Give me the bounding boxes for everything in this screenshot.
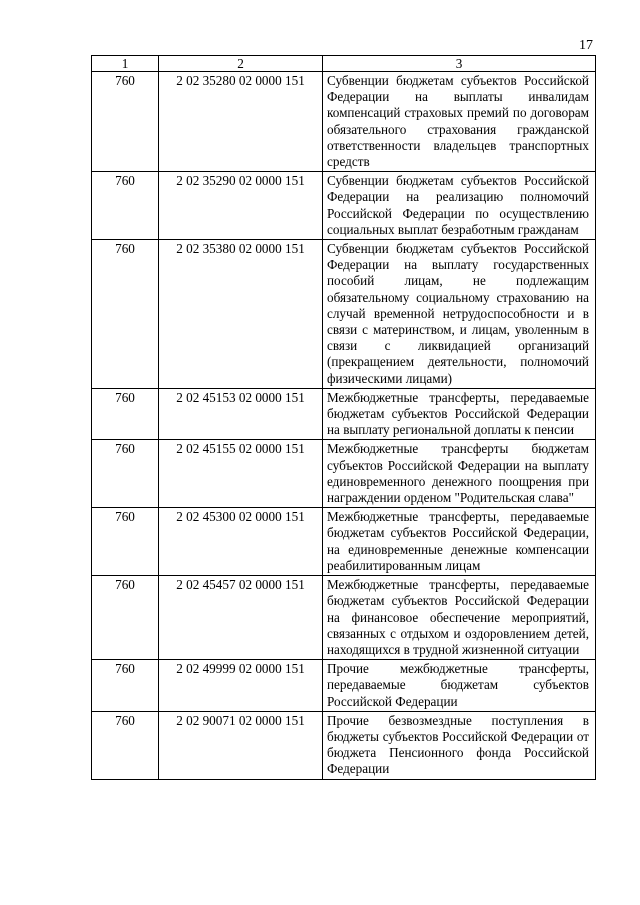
description-cell: Субвенции бюджетам субъектов Российской Федерации на выплату государственных пособий лицам, не подлежащим обязательному социальному страхованию на случай временной нетрудоспособности и в связи с материнством, и лицам, уволенным в связи с ликвидацией организаций (прекращением деятельности, полномочий физическими лицами) <box>323 240 596 389</box>
budget-code-cell: 2 02 45155 02 0000 151 <box>159 440 323 508</box>
table-row <box>92 172 596 240</box>
admin-code-cell: 760 <box>92 240 159 389</box>
admin-code-cell: 760 <box>92 440 159 508</box>
admin-code-cell: 760 <box>92 388 159 440</box>
admin-code-cell: 760 <box>92 576 159 660</box>
budget-code-cell: 2 02 49999 02 0000 151 <box>159 660 323 712</box>
table-row <box>92 240 596 389</box>
description-cell: Межбюджетные трансферты, передаваемые бюджетам субъектов Российской Федерации на финансовое обеспечение мероприятий, связанных с отдыхом и оздоровлением детей, находящихся в трудной жизненной ситуации <box>323 576 596 660</box>
admin-code-cell: 760 <box>92 508 159 576</box>
budget-code-cell: 2 02 35380 02 0000 151 <box>159 240 323 389</box>
table-row <box>92 508 596 576</box>
description-cell: Прочие межбюджетные трансферты, передаваемые бюджетам субъектов Российской Федерации <box>323 660 596 712</box>
column-header-1: 1 <box>92 56 159 72</box>
budget-code-cell: 2 02 45457 02 0000 151 <box>159 576 323 660</box>
table-row <box>92 388 596 440</box>
description-cell: Межбюджетные трансферты бюджетам субъектов Российской Федерации на выплату единовременного денежного поощрения при награждении орденом "Родительская слава" <box>323 440 596 508</box>
table-row <box>92 440 596 508</box>
table-row <box>92 711 596 779</box>
page-number: 17 <box>579 38 593 53</box>
budget-code-cell: 2 02 35280 02 0000 151 <box>159 72 323 172</box>
description-cell: Прочие безвозмездные поступления в бюджеты субъектов Российской Федерации от бюджета Пенсионного фонда Российской Федерации <box>323 711 596 779</box>
table-row <box>92 72 596 172</box>
description-cell: Межбюджетные трансферты, передаваемые бюджетам субъектов Российской Федерации, на единовременные денежные компенсации реабилитированным лицам <box>323 508 596 576</box>
description-cell: Межбюджетные трансферты, передаваемые бюджетам субъектов Российской Федерации на выплату региональной доплаты к пенсии <box>323 388 596 440</box>
table-row <box>92 660 596 712</box>
table-header-row <box>92 56 596 72</box>
budget-codes-table <box>91 55 596 780</box>
admin-code-cell: 760 <box>92 711 159 779</box>
admin-code-cell: 760 <box>92 172 159 240</box>
column-header-2: 2 <box>159 56 323 72</box>
budget-code-cell: 2 02 90071 02 0000 151 <box>159 711 323 779</box>
admin-code-cell: 760 <box>92 72 159 172</box>
budget-code-cell: 2 02 45153 02 0000 151 <box>159 388 323 440</box>
admin-code-cell: 760 <box>92 660 159 712</box>
description-cell: Субвенции бюджетам субъектов Российской Федерации на реализацию полномочий Российской Федерации по осуществлению социальных выплат безработным гражданам <box>323 172 596 240</box>
budget-code-cell: 2 02 35290 02 0000 151 <box>159 172 323 240</box>
description-cell: Субвенции бюджетам субъектов Российской Федерации на выплаты инвалидам компенсаций страховых премий по договорам обязательного страхования гражданской ответственности владельцев транспортных средств <box>323 72 596 172</box>
budget-code-cell: 2 02 45300 02 0000 151 <box>159 508 323 576</box>
table-row <box>92 576 596 660</box>
column-header-3: 3 <box>323 56 596 72</box>
